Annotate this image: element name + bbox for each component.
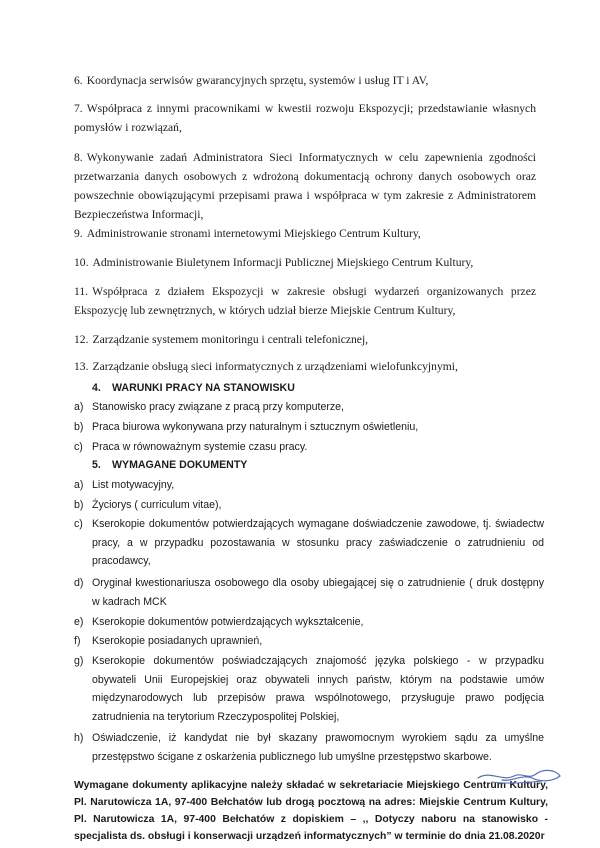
duty-item-8 bbox=[74, 148, 536, 224]
list-letter: h) bbox=[74, 732, 84, 744]
duty-item-12 bbox=[74, 330, 536, 349]
list-text: Kserokopie dokumentów potwierdzających wymagane doświadczenie zawodowe, tj. świadectw pracy, a w przypadku pozostawania w stosunku pracy zaświadczenie o zatrudnieniu od pracodawcy, bbox=[92, 518, 544, 567]
duty-item-13 bbox=[74, 357, 536, 376]
duty-text: Administrowanie stronami internetowymi Miejskiego Centrum Kultury, bbox=[86, 227, 421, 240]
duty-item-9 bbox=[74, 224, 536, 243]
list-letter: f) bbox=[74, 635, 81, 647]
duty-text: Zarządzanie systemem monitoringu i centrali telefonicznej, bbox=[92, 333, 369, 346]
list-letter: b) bbox=[74, 421, 84, 433]
duty-text: Współpraca z innymi pracownikami w kwestii rozwoju Ekspozycji; przedstawianie własnych pomysłów i rozwiązań, bbox=[74, 102, 536, 134]
list-text: Stanowisko pracy związane z pracą przy komputerze, bbox=[92, 401, 345, 413]
duty-item-7 bbox=[74, 99, 536, 137]
list-text: Oświadczenie, iż kandydat nie był skazany prawomocnym wyrokiem sądu za umyślne przestępstwo ścigane z oskarżenia publicznego lub umyślne przestępstwo skarbowe. bbox=[92, 732, 544, 763]
duty-text: Współpraca z działem Ekspozycji w zakresie obsługi wydarzeń organizowanych przez Ekspozycję lub zewnętrznych, w których udział bierze Miejskie Centrum Kultury, bbox=[74, 285, 536, 317]
list-letter: c) bbox=[74, 518, 83, 530]
list-letter: b) bbox=[74, 499, 84, 511]
list-text: List motywacyjny, bbox=[92, 479, 175, 491]
duty-text: Koordynacja serwisów gwarancyjnych sprzętu, systemów i usług IT i AV, bbox=[86, 74, 429, 87]
list-letter: a) bbox=[74, 401, 84, 413]
list-letter: a) bbox=[74, 479, 84, 491]
list-letter: g) bbox=[74, 655, 84, 667]
section-5-heading bbox=[92, 456, 247, 475]
duty-number: 6. bbox=[74, 74, 83, 87]
duty-text: Zarządzanie obsługą sieci informatycznych z urządzeniami wielofunkcyjnymi, bbox=[92, 360, 458, 373]
list-item-5b bbox=[74, 496, 544, 515]
list-text: Kserokopie dokumentów potwierdzających wykształcenie, bbox=[92, 616, 364, 628]
list-text: Kserokopie dokumentów poświadczających znajomość języka polskiego - w przypadku obywateli Unii Europejskiej oraz obywateli innych państw, którym na podstawie umów międzynarodowych lub przepisów prawa wspólnotowego, przysługuje prawo podjęcia zatrudnienia na terytorium Rzeczypospolitej Polskiej, bbox=[92, 655, 544, 723]
duty-text: Wykonywanie zadań Administratora Sieci Informatycznych w celu zapewnienia zgodności przetwarzania danych osobowych z wdrożoną dokumentacją ochrony danych osobowych oraz powszechnie obowiązującymi przepisami prawa i współpraca w tym zakresie z Administratorem Bezpieczeństwa Informacji, bbox=[74, 151, 536, 221]
duty-number: 12. bbox=[74, 333, 89, 346]
duty-number: 8. bbox=[74, 151, 83, 164]
section-title: WARUNKI PRACY NA STANOWISKU bbox=[112, 382, 295, 394]
signature-icon bbox=[472, 752, 568, 792]
list-item-5c bbox=[74, 515, 544, 571]
list-item-5g bbox=[74, 652, 544, 726]
list-letter: e) bbox=[74, 616, 84, 628]
duty-item-10 bbox=[74, 253, 536, 272]
list-item-4c bbox=[74, 438, 544, 457]
duty-item-11 bbox=[74, 282, 536, 320]
list-item-5a bbox=[74, 476, 544, 495]
section-title: WYMAGANE DOKUMENTY bbox=[112, 459, 248, 471]
section-4-heading bbox=[92, 379, 295, 398]
duty-text: Administrowanie Biuletynem Informacji Publicznej Miejskiego Centrum Kultury, bbox=[92, 256, 474, 269]
list-letter: c) bbox=[74, 441, 83, 453]
list-text: Praca w równoważnym systemie czasu pracy. bbox=[92, 441, 308, 453]
application-instructions: Wymagane dokumenty aplikacyjne należy składać w sekretariacie Miejskiego Centrum Kultury, Pl. Narutowicza 1A, 97-400 Bełchatów lub drogą pocztową na adres: Miejskie Centrum Kultury, Pl. Narutowicza 1A, 97-400 Bełchatów z dopiskiem – ,, Dotyczy naboru na stanowisko -specjalista ds. obsługi i konserwacji urządzeń informatycznych” w terminie do dnia 21.08.2020r bbox=[74, 780, 548, 842]
list-text: Kserokopie posiadanych uprawnień, bbox=[92, 635, 263, 647]
duty-number: 10. bbox=[74, 256, 89, 269]
duty-number: 11. bbox=[74, 285, 89, 298]
duty-number: 9. bbox=[74, 227, 83, 240]
section-number: 4. bbox=[92, 382, 101, 394]
duty-item-6 bbox=[74, 71, 536, 90]
duty-number: 7. bbox=[74, 102, 83, 115]
list-item-5d bbox=[74, 574, 544, 611]
duty-number: 13. bbox=[74, 360, 89, 373]
list-item-4a bbox=[74, 398, 544, 417]
list-text: Życiorys ( curriculum vitae), bbox=[92, 499, 222, 511]
list-text: Praca biurowa wykonywana przy naturalnym i sztucznym oświetleniu, bbox=[92, 421, 419, 433]
list-text: Oryginał kwestionariusza osobowego dla osoby ubiegającej się o zatrudnienie ( druk dostępny w kadrach MCK bbox=[92, 577, 544, 608]
list-letter: d) bbox=[74, 577, 84, 589]
list-item-5e bbox=[74, 613, 544, 632]
section-number: 5. bbox=[92, 459, 101, 471]
list-item-5f bbox=[74, 632, 544, 651]
list-item-4b bbox=[74, 418, 544, 437]
